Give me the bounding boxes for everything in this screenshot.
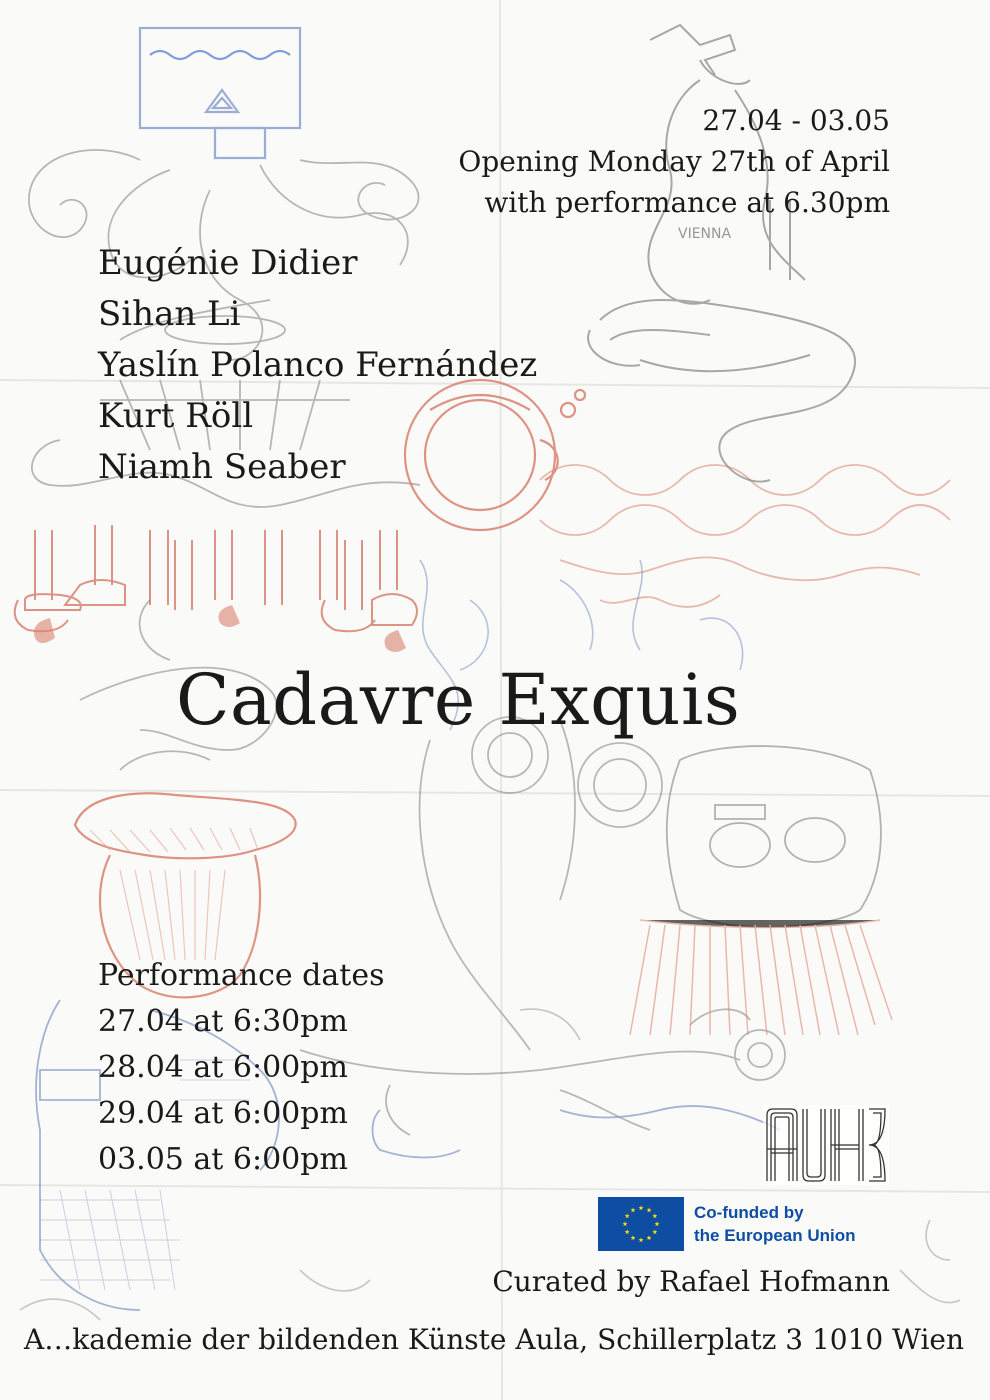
eu-star — [652, 1229, 657, 1234]
drawing-vienna-label: VIENNA — [678, 226, 732, 242]
artist-name: Yaslín Polanco Fernández — [98, 345, 538, 385]
performance-date: 28.04 at 6:00pm — [98, 1050, 348, 1085]
venue-address: A…kademie der bildenden Künste Aula, Schillerplatz 3 1010 Wien — [24, 1323, 964, 1356]
opening-performance-line: with performance at 6.30pm — [484, 186, 890, 219]
eu-star — [647, 1208, 652, 1213]
eu-star — [625, 1213, 630, 1218]
artist-name: Sihan Li — [98, 294, 241, 334]
eu-star — [625, 1229, 630, 1234]
exhibition-dates: 27.04 - 03.05 — [702, 104, 890, 137]
performance-date: 27.04 at 6:30pm — [98, 1004, 348, 1039]
eu-text-line: the European Union — [694, 1226, 856, 1245]
eu-star — [623, 1221, 628, 1226]
eu-star — [639, 1205, 644, 1210]
artist-name: Eugénie Didier — [98, 243, 358, 283]
eu-text-line: Co-funded by — [694, 1203, 804, 1222]
eu-star — [631, 1208, 636, 1213]
performance-date: 29.04 at 6:00pm — [98, 1096, 348, 1131]
eu-star — [652, 1213, 657, 1218]
performance-dates-heading: Performance dates — [98, 958, 385, 993]
eu-cofunded-logo — [598, 1197, 878, 1251]
artists-list — [98, 238, 537, 493]
eu-star — [647, 1235, 652, 1240]
artist-name: Kurt Röll — [98, 396, 254, 436]
exhibition-title: Cadavre Exquis — [176, 659, 741, 741]
eu-star — [631, 1235, 636, 1240]
eu-star — [655, 1221, 660, 1226]
eu-star — [639, 1237, 644, 1242]
academy-logo — [763, 1105, 889, 1185]
curator-credit: Curated by Rafael Hofmann — [492, 1265, 890, 1298]
opening-line: Opening Monday 27th of April — [458, 145, 890, 178]
performance-dates-block — [98, 953, 384, 1183]
performance-date: 03.05 at 6:00pm — [98, 1142, 348, 1177]
eu-flag-icon — [598, 1197, 684, 1251]
eu-cofunded-text — [694, 1201, 856, 1247]
artist-name: Niamh Seaber — [98, 447, 346, 487]
date-info-block — [458, 100, 890, 223]
